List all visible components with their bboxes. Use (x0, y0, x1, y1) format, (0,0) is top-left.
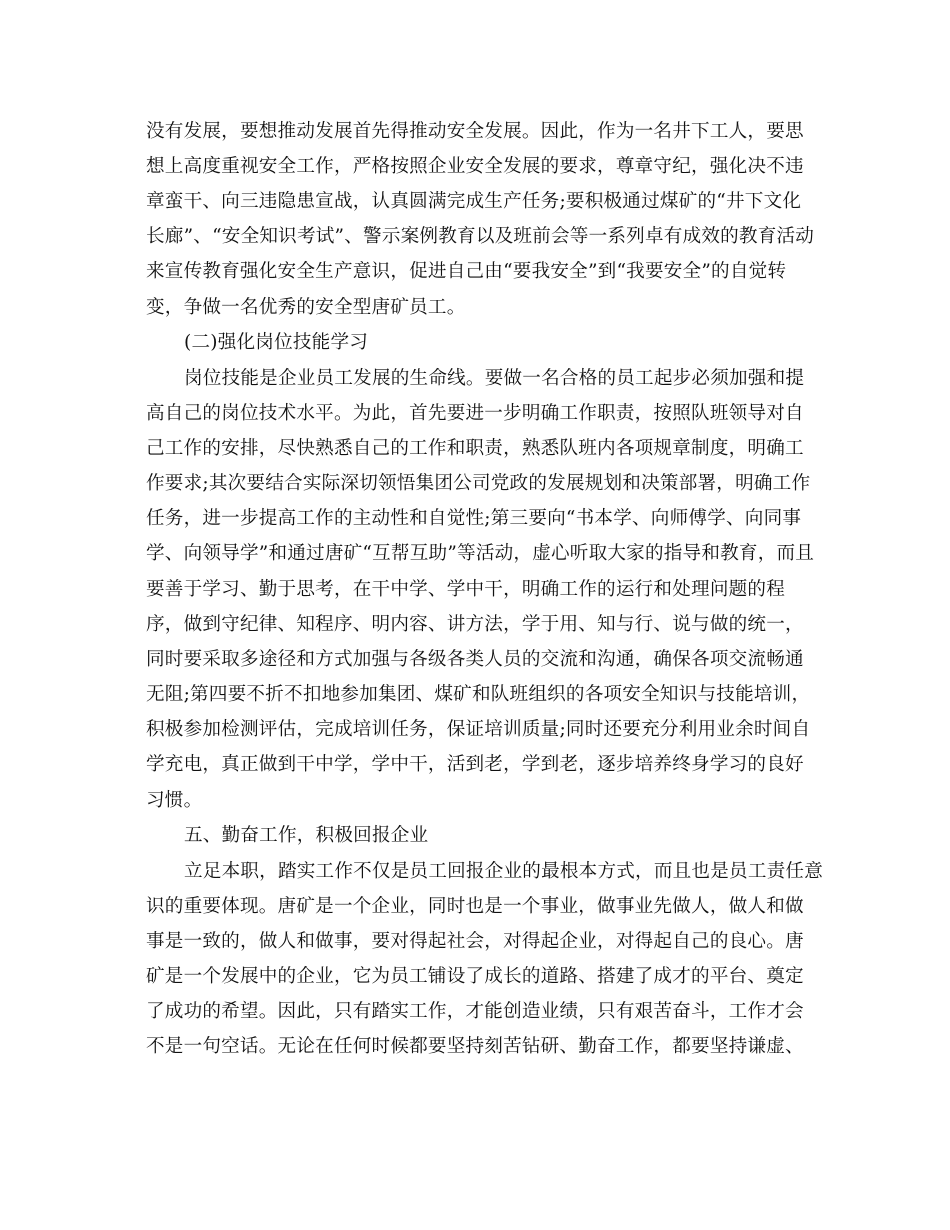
text-line: 序，做到守纪律、知程序、明内容、讲方法，学于用、知与行、说与做的统一， (146, 614, 804, 635)
text-line: 变，争做一名优秀的安全型唐矿员工。 (146, 297, 466, 318)
text-line: 立足本职，踏实工作不仅是员工回报企业的最根本方式，而且也是员工责任意 (184, 861, 823, 882)
text-line: 不是一句空话。无论在任何时候都要坚持刻苦钻研、勤奋工作，都要坚持谦虚、 (146, 1036, 804, 1057)
text-line: 事是一致的，做人和做事，要对得起社会，对得起企业，对得起自己的良心。唐 (146, 931, 804, 952)
text-line: 无阻;第四要不折不扣地参加集团、煤矿和队班组织的各项安全知识与技能培训， (146, 684, 811, 705)
text-line: 同时要采取多途径和方式加强与各级各类人员的交流和沟通，确保各项交流畅通 (146, 649, 804, 670)
text-line: 作要求;其次要结合实际深切领悟集团公司党政的发展规划和决策部署，明确工作 (146, 473, 811, 494)
text-line: 积极参加检测评估，完成培训任务，保证培训质量;同时还要充分利用业余时间自 (146, 719, 811, 740)
text-line: 学充电，真正做到干中学，学中干，活到老，学到老，逐步培养终身学习的良好 (146, 754, 804, 775)
text-line: 任务，进一步提高工作的主动性和自觉性;第三要向“书本学、向师傅学、向同事 (146, 508, 802, 529)
text-line: 想上高度重视安全工作，严格按照企业安全发展的要求，尊章守纪，强化决不违 (146, 156, 804, 177)
text-line: 了成功的希望。因此，只有踏实工作，才能创造业绩，只有艰苦奋斗，工作才会 (146, 1001, 804, 1022)
text-line: 学、向领导学”和通过唐矿“互帮互助”等活动，虚心听取大家的指导和教育，而且 (146, 543, 815, 564)
section-heading: (二)强化岗位技能学习 (184, 332, 369, 353)
text-line: 矿是一个发展中的企业，它为员工铺设了成长的道路、搭建了成才的平台、奠定 (146, 966, 804, 987)
text-line: 高自己的岗位技术水平。为此，首先要进一步明确工作职责，按照队班领导对自 (146, 403, 804, 424)
text-line: 己工作的安排，尽快熟悉自己的工作和职责，熟悉队班内各项规章制度，明确工 (146, 438, 804, 459)
text-line: 习惯。 (146, 790, 203, 811)
section-heading: 五、勤奋工作，积极回报企业 (184, 825, 429, 846)
text-line: 没有发展，要想推动发展首先得推动安全发展。因此，作为一名井下工人，要思 (146, 121, 804, 142)
text-line: 识的重要体现。唐矿是一个企业，同时也是一个事业，做事业先做人，做人和做 (146, 896, 804, 917)
text-line: 要善于学习、勤于思考，在干中学、学中干，明确工作的运行和处理问题的程 (146, 579, 785, 600)
text-line: 长廊”、“安全知识考试”、警示案例教育以及班前会等一系列卓有成效的教育活动 (146, 226, 815, 247)
text-line: 章蛮干、向三违隐患宣战，认真圆满完成生产任务;要积极通过煤矿的“井下文化 (146, 191, 802, 212)
text-line: 岗位技能是企业员工发展的生命线。要做一名合格的员工起步必须加强和提 (184, 368, 805, 389)
text-line: 来宣传教育强化安全生产意识，促进自己由“要我安全”到“我要安全”的自觉转 (146, 261, 787, 282)
